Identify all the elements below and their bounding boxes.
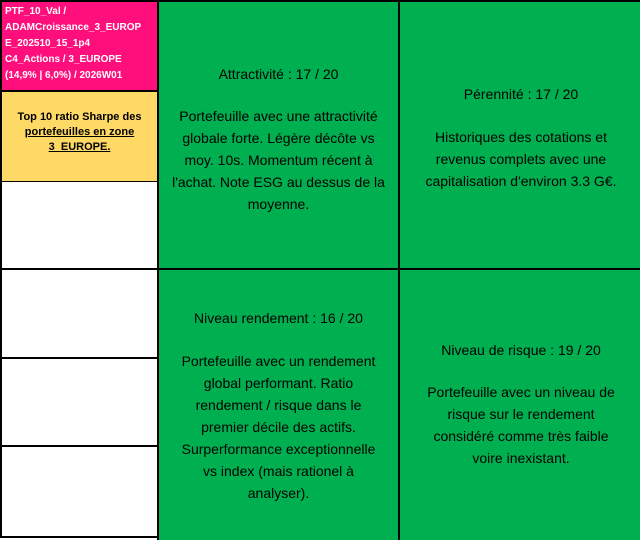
label-line: portefeuilles en zone (24, 126, 135, 138)
text-line: voire inexistant. (472, 450, 570, 466)
text-line: Portefeuille avec une attractivité (179, 108, 378, 124)
text-line: moy. 10s. Momentum récent à (184, 152, 373, 168)
title-line: ADAMCroissance_3_EUROP (5, 22, 142, 33)
text-line: l'achat. Note ESG au dessus de la (172, 174, 385, 190)
text-line: Portefeuille avec un niveau de (427, 384, 615, 400)
text-line: analyser). (247, 485, 310, 501)
text-line: considéré comme très faible (433, 428, 609, 444)
sharpe-rank-label-cell[interactable] (2, 92, 159, 182)
text-line: global performant. Ratio (203, 375, 354, 391)
title-line: C4_Actions / 3_EUROPE (5, 54, 122, 65)
rendement-cell[interactable] (159, 270, 400, 540)
perennite-text (400, 126, 640, 192)
empty-cell[interactable] (2, 270, 159, 359)
empty-cell[interactable] (2, 182, 159, 270)
title-line: E_202510_15_1p4 (5, 38, 91, 49)
perennite-heading: Pérennité : 17 / 20 (463, 86, 579, 102)
text-line: Historiques des cotations et (435, 129, 607, 145)
title-line: (14,9% | 6,0%) / 2026W01 (5, 70, 123, 81)
rendement-heading: Niveau rendement : 16 / 20 (194, 310, 363, 326)
text-line: premier décile des actifs. (201, 419, 356, 435)
portfolio-title-cell[interactable] (2, 2, 159, 92)
label-line: 3_EUROPE. (48, 141, 111, 153)
text-line: globale forte. Légère décôte vs (182, 130, 375, 146)
label-line: Top 10 ratio Sharpe des (17, 111, 142, 123)
text-line: capitalisation d'environ 3.3 G€. (425, 173, 617, 189)
risque-cell[interactable] (400, 270, 640, 540)
empty-cell[interactable] (2, 359, 159, 447)
risque-text (400, 381, 640, 469)
perennite-cell[interactable] (400, 2, 640, 270)
text-line: revenus complets avec une (435, 151, 607, 167)
attractivite-heading: Attractivité : 17 / 20 (218, 66, 339, 82)
empty-cell[interactable] (2, 447, 159, 540)
rendement-text (159, 350, 398, 504)
text-line: Portefeuille avec un rendement (181, 353, 376, 369)
text-line: rendement / risque dans le (195, 397, 362, 413)
text-line: moyenne. (247, 196, 310, 212)
attractivite-cell[interactable] (159, 2, 400, 270)
text-line: Surperformance exceptionnelle (181, 441, 376, 457)
text-line: risque sur le rendement (447, 406, 595, 422)
text-line: vs index (mais rationel à (203, 463, 354, 479)
risque-heading: Niveau de risque : 19 / 20 (441, 342, 601, 358)
attractivite-text (159, 105, 398, 215)
title-line: PTF_10_Val / (5, 6, 67, 17)
